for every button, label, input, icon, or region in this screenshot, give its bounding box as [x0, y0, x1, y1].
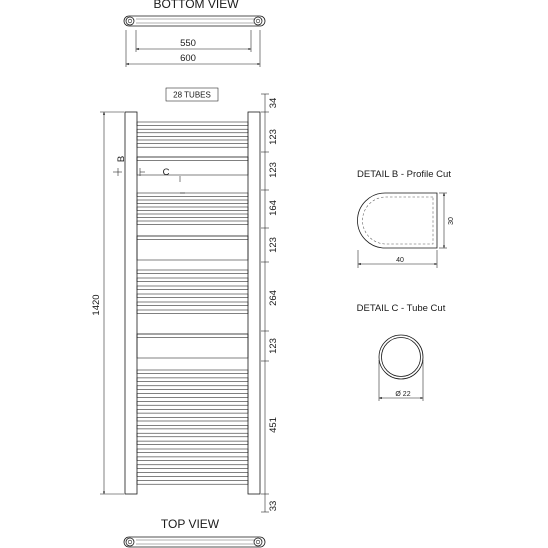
- top-view-rail: [124, 537, 265, 547]
- radiator-tube: [137, 465, 248, 469]
- detail-b-height: 30: [448, 217, 455, 225]
- radiator-tube: [137, 417, 248, 421]
- radiator-tube: [137, 386, 248, 390]
- radiator-tube: [137, 157, 248, 161]
- radiator-tube: [137, 473, 248, 477]
- right-collector: [248, 112, 260, 494]
- radiator-tube: [137, 278, 248, 282]
- radiator-tube: [137, 425, 248, 429]
- radiator-bay: [137, 157, 248, 175]
- side-dim-5: 123: [268, 237, 279, 253]
- radiator-tube: [137, 129, 248, 133]
- radiator-tube: [137, 207, 248, 211]
- radiator-tube: [137, 402, 248, 406]
- top-view-title: TOP VIEW: [160, 517, 220, 531]
- side-dim-3: 123: [268, 162, 279, 178]
- radiator-tube: [137, 441, 248, 445]
- radiator-tube: [137, 122, 248, 126]
- side-dim-7: 123: [268, 338, 279, 354]
- marker-b-label: B: [116, 155, 127, 163]
- radiator-tube: [137, 433, 248, 437]
- radiator-tube: [137, 481, 248, 485]
- radiator-tube: [137, 449, 248, 453]
- side-dim-2: 123: [268, 129, 279, 145]
- side-dim-4: 164: [268, 200, 279, 216]
- radiator-tube: [137, 334, 248, 338]
- radiator-tube: [137, 136, 248, 140]
- side-dim-1: 34: [268, 97, 279, 109]
- radiator-tube: [137, 378, 248, 382]
- detail-b-title: DETAIL B - Profile Cut: [357, 169, 451, 180]
- radiator-tube: [137, 310, 248, 314]
- height-dim-label: 1420: [91, 294, 102, 316]
- section-marker-b: [113, 168, 122, 176]
- radiator-tube: [137, 214, 248, 218]
- radiator-tube: [137, 270, 248, 274]
- left-collector: [125, 112, 137, 494]
- detail-c-title: DETAIL C - Tube Cut: [356, 303, 446, 314]
- height-dimension: [100, 112, 124, 494]
- radiator-tube: [137, 394, 248, 398]
- radiator-tube: [137, 193, 248, 197]
- marker-c-label: C: [162, 167, 170, 178]
- tubes-label: 28 TUBES: [173, 90, 211, 100]
- radiator-front-view: [125, 112, 260, 494]
- bottom-view-rail: [124, 16, 265, 26]
- radiator-tube: [137, 200, 248, 204]
- radiator-tube: [137, 144, 248, 148]
- bottom-view-title: BOTTOM VIEW: [153, 0, 239, 11]
- radiator-tube: [137, 286, 248, 290]
- horizontal-tubes: [137, 122, 248, 484]
- side-dim-labels: [268, 98, 279, 512]
- side-dim-8: 451: [268, 417, 279, 433]
- radiator-tube: [137, 302, 248, 306]
- radiator-tube: [137, 294, 248, 298]
- width-dim-outer: 600: [180, 53, 196, 64]
- detail-b-width: 40: [396, 257, 404, 264]
- side-dim-6: 264: [268, 290, 279, 306]
- radiator-tube: [137, 221, 248, 225]
- radiator-tube: [137, 410, 248, 414]
- side-dim-9: 33: [268, 500, 279, 512]
- radiator-tube: [137, 236, 248, 240]
- detail-c-diameter: Ø 22: [395, 391, 411, 398]
- radiator-tube: [137, 457, 248, 461]
- radiator-tube: [137, 370, 248, 374]
- width-dim-inner: 550: [180, 38, 196, 49]
